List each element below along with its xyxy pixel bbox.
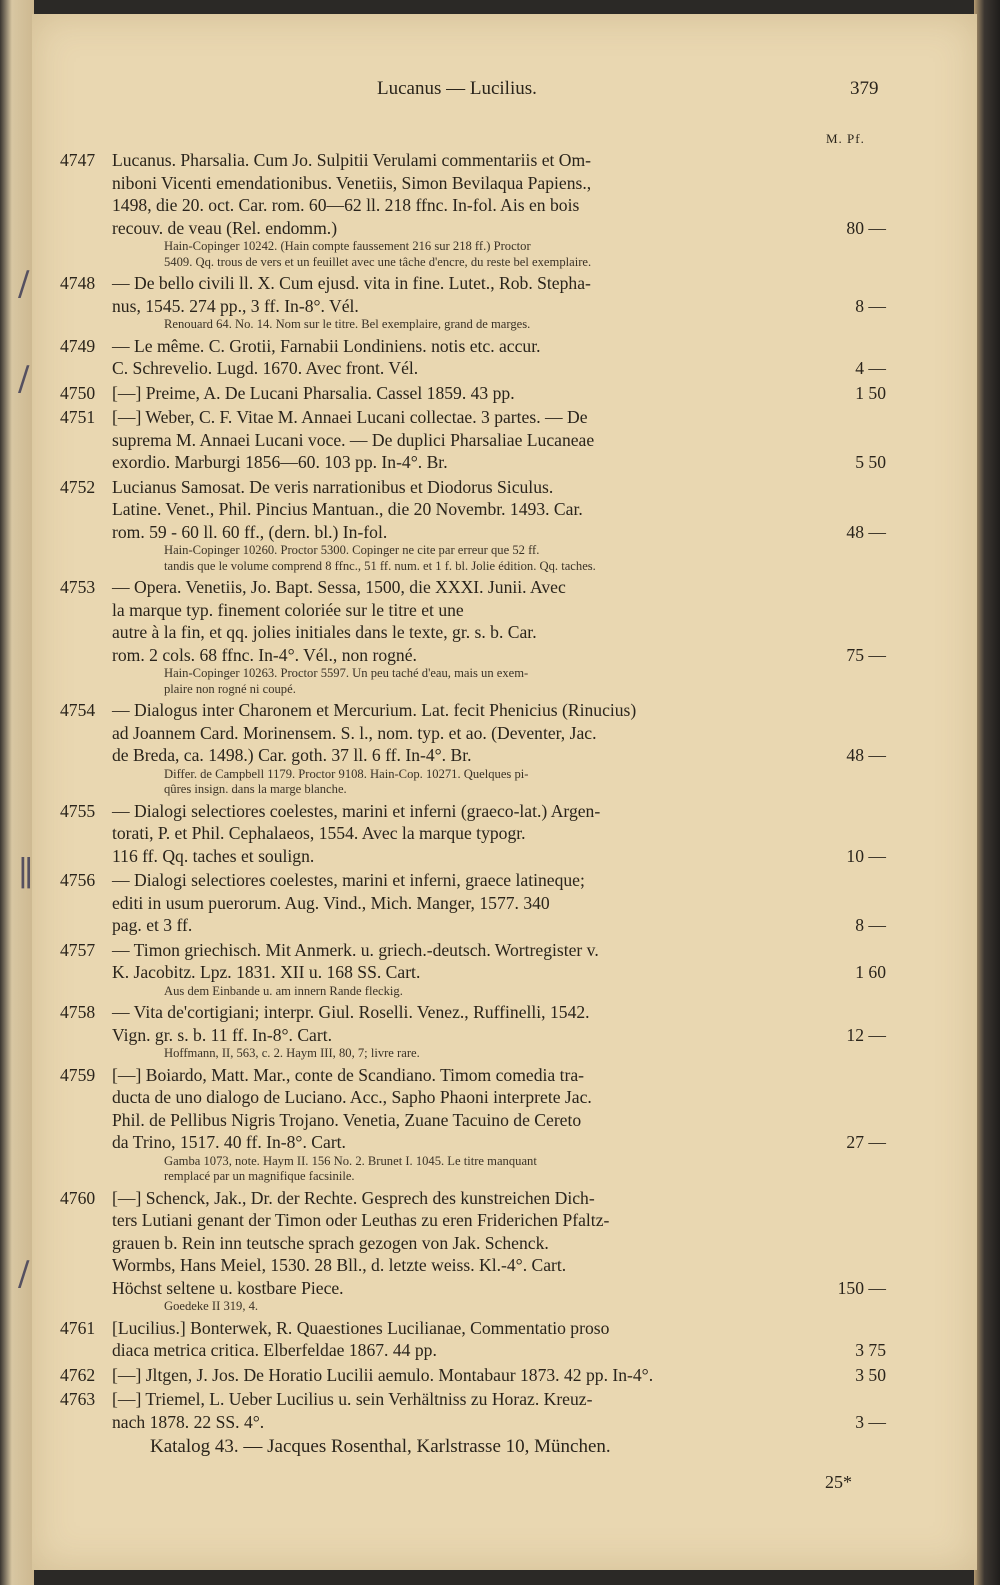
entry-line	[60, 429, 890, 452]
catalog-entry	[60, 382, 890, 405]
lot-number: 4761	[60, 1317, 96, 1338]
lot-number: 4757	[60, 939, 96, 960]
entry-text: de Breda, ca. 1498.) Car. goth. 37 ll. 6 ff. In-4°. Br.	[112, 745, 472, 765]
entry-line	[60, 217, 890, 240]
entry-line	[60, 1388, 890, 1411]
entry-text: [—] Weber, C. F. Vitae M. Annaei Lucani collectae. 3 partes. — De	[112, 407, 588, 427]
entry-text: — Dialogi selectiores coelestes, marini et inferni, graece latineque;	[112, 870, 585, 890]
book-edge-right	[974, 0, 1000, 1585]
page-footer: Katalog 43. — Jacques Rosenthal, Karlstrasse 10, München.	[150, 1436, 611, 1457]
catalog-entries	[60, 149, 890, 1435]
price: 150 —	[837, 1277, 886, 1298]
bibliographic-note: Goedeke II 319, 4.	[164, 1299, 259, 1313]
lot-number: 4762	[60, 1364, 96, 1385]
lot-number: 4760	[60, 1187, 96, 1208]
entry-line	[60, 621, 890, 644]
entry-line	[60, 194, 890, 217]
entry-text: — Vita de'cortigiani; interpr. Giul. Roselli. Venez., Ruffinelli, 1542.	[112, 1002, 590, 1022]
entry-line	[60, 644, 890, 667]
entry-line	[60, 1086, 890, 1109]
lot-number: 4756	[60, 870, 96, 890]
price: 48 —	[846, 521, 886, 542]
entry-text: K. Jacobitz. Lpz. 1831. XII u. 168 SS. Cart.	[112, 962, 421, 982]
entry-line	[60, 1109, 890, 1132]
entry-text: la marque typ. finement coloriée sur le titre et une	[112, 599, 464, 620]
entry-line	[60, 1364, 890, 1387]
entry-text: [Lucilius.] Bonterwek, R. Quaestiones Lucilianae, Commentatio proso	[112, 1317, 610, 1338]
entry-text: exordio. Marburgi 1856—60. 103 pp. In-4°. Br.	[112, 452, 448, 472]
catalog-entry	[60, 1187, 890, 1315]
bibliographic-note: Gamba 1073, note. Haym II. 156 No. 2. Brunet I. 1045. Le titre manquant	[164, 1153, 537, 1168]
bibliographic-note: Hoffmann, II, 563, c. 2. Haym III, 80, 7; livre rare.	[164, 1046, 420, 1060]
entry-text: rom. 59 - 60 ll. 60 ff., (dern. bl.) In-fol.	[112, 521, 388, 542]
price: 3 —	[855, 1411, 886, 1432]
entry-line	[60, 357, 890, 380]
entry-line	[60, 744, 890, 767]
entry-text: 116 ff. Qq. taches et soulign.	[112, 845, 315, 866]
price: 3 75	[855, 1340, 886, 1360]
entry-line	[60, 451, 890, 474]
entry-line	[60, 1187, 890, 1210]
entry-line	[60, 869, 890, 892]
entry-text: recouv. de veau (Rel. endomm.)	[112, 217, 338, 238]
entry-text: ters Lutiani genant der Timon oder Leuthas zu eren Friderichen Pfaltz-	[112, 1210, 610, 1230]
entry-text: [—] Boiardo, Matt. Mar., conte de Scandiano. Timom comedia tra-	[112, 1064, 585, 1085]
bibliographic-note: Renouard 64. No. 14. Nom sur le titre. Bel exemplaire, grand de marges.	[164, 317, 531, 331]
bibliographic-note: qûres insign. dans la marge blanche.	[164, 782, 347, 796]
entry-line	[60, 1317, 890, 1340]
lot-number: 4763	[60, 1389, 96, 1409]
bibliographic-note: Hain-Copinger 10242. (Hain compte faussement 216 sur 218 ff.) Proctor	[164, 239, 531, 253]
entry-text: — Opera. Venetiis, Jo. Bapt. Sessa, 1500, die XXXI. Junii. Avec	[112, 577, 566, 597]
catalog-entry	[60, 869, 890, 937]
entry-text: — Le même. C. Grotii, Farnabii Londiniens. notis etc. accur.	[112, 335, 541, 356]
price: 5 50	[855, 452, 886, 472]
bibliographic-note: Aus dem Einbande u. am innern Rande fleckig.	[164, 983, 403, 998]
entry-text: ducta de uno dialogo de Luciano. Acc., Sapho Phaoni interprete Jac.	[112, 1087, 592, 1107]
catalog-entry	[60, 800, 890, 868]
bibliographic-note: plaire non rogné ni coupé.	[164, 681, 296, 696]
entry-text: [—] Preime, A. De Lucani Pharsalia. Cassel 1859. 43 pp.	[112, 382, 515, 403]
handwritten-margin-mark: /	[18, 1254, 30, 1294]
lot-number: 4758	[60, 1002, 96, 1022]
lot-number: 4759	[60, 1064, 96, 1085]
entry-text: Wormbs, Hans Meiel, 1530. 28 Bll., d. letzte weiss. Kl.-4°. Cart.	[112, 1255, 567, 1275]
price: 8 —	[855, 295, 886, 316]
book-gutter-left	[0, 0, 34, 1585]
handwritten-margin-mark: ∥	[18, 854, 34, 894]
entry-line	[60, 1339, 890, 1362]
lot-number: 4752	[60, 476, 96, 497]
bibliographic-note: Hain-Copinger 10263. Proctor 5597. Un peu taché d'eau, mais un exem-	[164, 666, 529, 680]
entry-line	[60, 295, 890, 318]
entry-line	[60, 722, 890, 745]
catalog-page	[18, 14, 977, 1570]
entry-text: [—] Schenck, Jak., Dr. der Rechte. Gesprech des kunstreichen Dich-	[112, 1187, 595, 1208]
entry-line	[60, 1024, 890, 1047]
entry-text: nach 1878. 22 SS. 4°.	[112, 1411, 265, 1432]
entry-text: suprema M. Annaei Lucani voce. — De duplici Pharsaliae Lucaneae	[112, 429, 595, 450]
price: 75 —	[846, 644, 886, 665]
lot-number: 4751	[60, 407, 96, 427]
entry-text: grauen b. Rein inn teutsche sprach gezogen von Jak. Schenck.	[112, 1232, 549, 1253]
catalog-entry	[60, 406, 890, 474]
entry-text: C. Schrevelio. Lugd. 1670. Avec front. Vél.	[112, 358, 419, 378]
entry-line	[60, 172, 890, 195]
entry-line	[60, 1131, 890, 1154]
entry-line	[60, 335, 890, 358]
bibliographic-note: tandis que le volume comprend 8 ffnc., 51 ff. num. et 1 f. bl. Jolie édition. Qq. taches.	[164, 558, 596, 573]
entry-line	[60, 382, 890, 405]
handwritten-margin-mark: /	[18, 264, 30, 304]
catalog-entry	[60, 335, 890, 380]
entry-line	[60, 892, 890, 915]
entry-text: rom. 2 cols. 68 ffnc. In-4°. Vél., non rogné.	[112, 644, 417, 665]
entry-text: niboni Vicenti emendationibus. Venetiis, Simon Bevilaqua Papiens.,	[112, 172, 592, 193]
catalog-entry	[60, 939, 890, 1000]
entry-text: Höchst seltene u. kostbare Piece.	[112, 1277, 344, 1298]
entry-line	[60, 1411, 890, 1434]
page-number: 379	[850, 78, 879, 99]
price: 48 —	[846, 745, 886, 765]
entry-text: [—] Jltgen, J. Jos. De Horatio Lucilii aemulo. Montabaur 1873. 42 pp. In-4°.	[112, 1364, 654, 1385]
lot-number: 4749	[60, 335, 96, 356]
entry-text: da Trino, 1517. 40 ff. In-8°. Cart.	[112, 1132, 346, 1152]
entry-text: 1498, die 20. oct. Car. rom. 60—62 ll. 218 ffnc. In-fol. Ais en bois	[112, 195, 580, 215]
entry-line	[60, 1209, 890, 1232]
entry-line	[60, 1232, 890, 1255]
entry-line	[60, 599, 890, 622]
running-title: Lucanus — Lucilius.	[377, 78, 537, 99]
lot-number: 4747	[60, 150, 96, 170]
catalog-entry	[60, 1364, 890, 1387]
entry-line	[60, 521, 890, 544]
entry-line	[60, 822, 890, 845]
catalog-entry	[60, 1317, 890, 1362]
handwritten-margin-mark: /	[18, 359, 30, 399]
price: 3 50	[855, 1364, 886, 1385]
bibliographic-note: remplacé par un magnifique facsinile.	[164, 1169, 355, 1183]
entry-line	[60, 406, 890, 429]
bibliographic-note: Hain-Copinger 10260. Proctor 5300. Copinger ne cite par erreur que 52 ff.	[164, 543, 540, 557]
lot-number: 4748	[60, 273, 96, 293]
printer-signature: 25*	[825, 1472, 852, 1492]
entry-text: ad Joannem Card. Morinensem. S. l., nom. typ. et ao. (Deventer, Jac.	[112, 722, 597, 743]
bibliographic-note: 5409. Qq. trous de vers et un feuillet avec une tâche d'encre, du reste bel exemplaire.	[164, 254, 592, 269]
price: 8 —	[855, 915, 886, 935]
entry-text: torati, P. et Phil. Cephalaeos, 1554. Avec la marque typogr.	[112, 823, 526, 843]
lot-number: 4750	[60, 382, 96, 403]
price: 1 60	[855, 962, 886, 982]
entry-line	[60, 498, 890, 521]
entry-text: Latine. Venet., Phil. Pincius Mantuan., die 20 Novembr. 1493. Car.	[112, 499, 583, 519]
price: 80 —	[846, 217, 886, 238]
catalog-entry	[60, 576, 890, 697]
entry-line	[60, 699, 890, 722]
entry-text: — Dialogi selectiores coelestes, marini et inferni (graeco-lat.) Argen-	[112, 800, 601, 821]
catalog-entry	[60, 1064, 890, 1185]
entry-text: — De bello civili ll. X. Cum ejusd. vita in fine. Lutet., Rob. Stepha-	[112, 273, 591, 293]
entry-text: diaca metrica critica. Elberfeldae 1867. 44 pp.	[112, 1340, 437, 1360]
currency-heading: M. Pf.	[826, 131, 865, 146]
catalog-entry	[60, 149, 890, 270]
entry-text: Vign. gr. s. b. 11 ff. In-8°. Cart.	[112, 1024, 333, 1045]
catalog-entry	[60, 1001, 890, 1062]
entry-text: Lucianus Samosat. De veris narrationibus et Diodorus Siculus.	[112, 476, 554, 497]
catalog-entry	[60, 699, 890, 798]
entry-line	[60, 845, 890, 868]
entry-line	[60, 149, 890, 172]
entry-line	[60, 1064, 890, 1087]
lot-number: 4753	[60, 577, 96, 597]
catalog-entry	[60, 1388, 890, 1433]
entry-line	[60, 576, 890, 599]
entry-line	[60, 1001, 890, 1024]
entry-line	[60, 476, 890, 499]
lot-number: 4754	[60, 700, 96, 720]
entry-line	[60, 272, 890, 295]
price: 10 —	[846, 845, 886, 866]
entry-line	[60, 961, 890, 984]
entry-line	[60, 800, 890, 823]
price: 4 —	[855, 358, 886, 378]
entry-text: — Timon griechisch. Mit Anmerk. u. griech.-deutsch. Wortregister v.	[112, 939, 599, 960]
bibliographic-note: Differ. de Campbell 1179. Proctor 9108. Hain-Cop. 10271. Quelques pi-	[164, 766, 529, 781]
lot-number: 4755	[60, 800, 96, 821]
entry-line	[60, 939, 890, 962]
entry-text: nus, 1545. 274 pp., 3 ff. In-8°. Vél.	[112, 295, 359, 316]
page-header	[32, 76, 977, 106]
catalog-entry	[60, 476, 890, 575]
price: 1 50	[855, 382, 886, 403]
entry-text: Lucanus. Pharsalia. Cum Jo. Sulpitii Verulami commentariis et Om-	[112, 150, 592, 170]
entry-text: autre à la fin, et qq. jolies initiales dans le texte, gr. s. b. Car.	[112, 622, 537, 642]
price: 27 —	[846, 1132, 886, 1152]
catalog-entry	[60, 272, 890, 333]
entry-text: Phil. de Pellibus Nigris Trojano. Venetia, Zuane Tacuino de Cereto	[112, 1109, 582, 1130]
entry-text: [—] Triemel, L. Ueber Lucilius u. sein Verhältniss zu Horaz. Kreuz-	[112, 1389, 593, 1409]
entry-line	[60, 1277, 890, 1300]
price: 12 —	[846, 1024, 886, 1045]
entry-text: pag. et 3 ff.	[112, 915, 193, 935]
entry-line	[60, 914, 890, 937]
entry-line	[60, 1254, 890, 1277]
entry-text: — Dialogus inter Charonem et Mercurium. Lat. fecit Phenicius (Rinucius)	[112, 700, 637, 720]
entry-text: editi in usum puerorum. Aug. Vind., Mich. Manger, 1577. 340	[112, 892, 550, 913]
